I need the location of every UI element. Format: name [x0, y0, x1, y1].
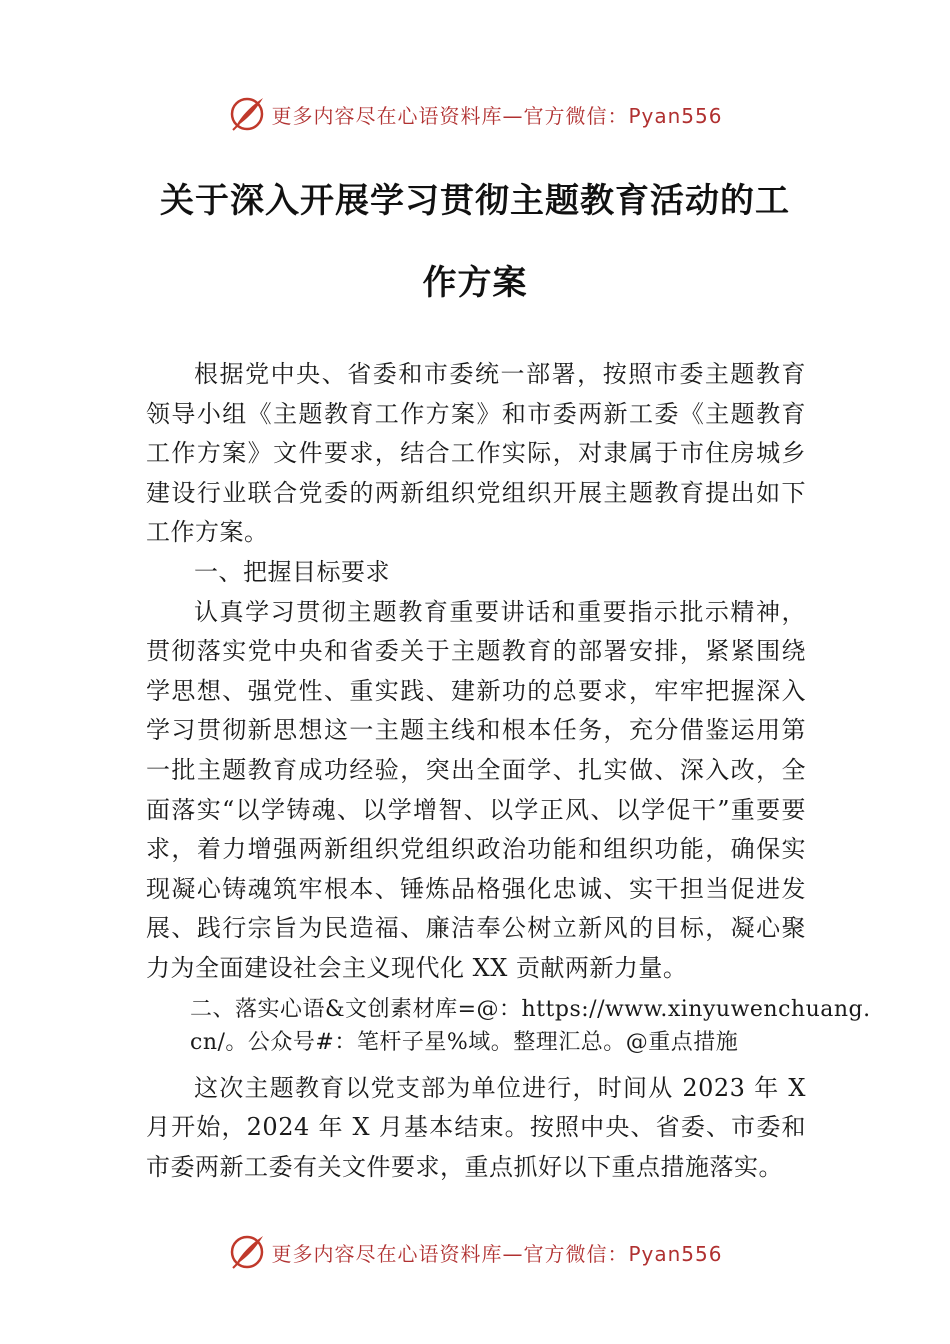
quill-pen-logo-icon: [227, 1232, 267, 1272]
intro-paragraph: 根据党中央、省委和市委统一部署，按照市委主题教育领导小组《主题教育工作方案》和市委两新工委《主题教育工作方案》文件要求，结合工作实际，对隶属于市住房城乡建设行业联合党委的两新组织党组织开展主题教育提出如下工作方案。: [146, 360, 806, 547]
section-heading-2: 二、落实心语&文创素材库=@：https://www.xinyuwenchuang.cn/。公众号#：笔杆子星%域。整理汇总。@重点措施: [190, 996, 871, 1055]
body-paragraph-measures: 这次主题教育以党支部为单位进行，时间从 2023 年 X 月开始，2024 年 X 月基本结束。按照中央、省委、市委和市委两新工委有关文件要求，重点抓好以下重点措施落实。: [146, 1073, 806, 1181]
watermark-text: 更多内容尽在心语资料库—官方微信：Pyan556: [271, 103, 723, 128]
header-watermark-banner: [0, 92, 950, 136]
footer-watermark-banner: [0, 1230, 950, 1274]
quill-pen-logo-icon: [227, 94, 267, 134]
watermark-text: 更多内容尽在心语资料库—官方微信：Pyan556: [271, 1241, 723, 1266]
body-paragraph-goals: 认真学习贯彻主题教育重要讲话和重要指示批示精神，贯彻落实党中央和省委关于主题教育的部署安排，紧紧围绕学思想、强党性、重实践、建新功的总要求，牢牢把握深入学习贯彻新思想这一主题主线和根本任务，充分借鉴运用第一批主题教育成功经验，突出全面学、扎实做、深入改，全面落实“以学铸魂、以学增智、以学正风、以学促干”重要要求，着力增强两新组织党组织政治功能和组织功能，确保实现凝心铸魂筑牢根本、锤炼品格强化忠诚、实干担当促进发展、践行宗旨为民造福、廉洁奉公树立新风的目标，凝心聚力为全面建设社会主义现代化 XX 贡献两新力量。: [146, 597, 806, 982]
document-title: 关于深入开展学习贯彻主题教育活动的工作方案: [160, 181, 790, 303]
document-body: [146, 355, 871, 1187]
section-heading-1: 一、把握目标要求: [194, 557, 390, 586]
